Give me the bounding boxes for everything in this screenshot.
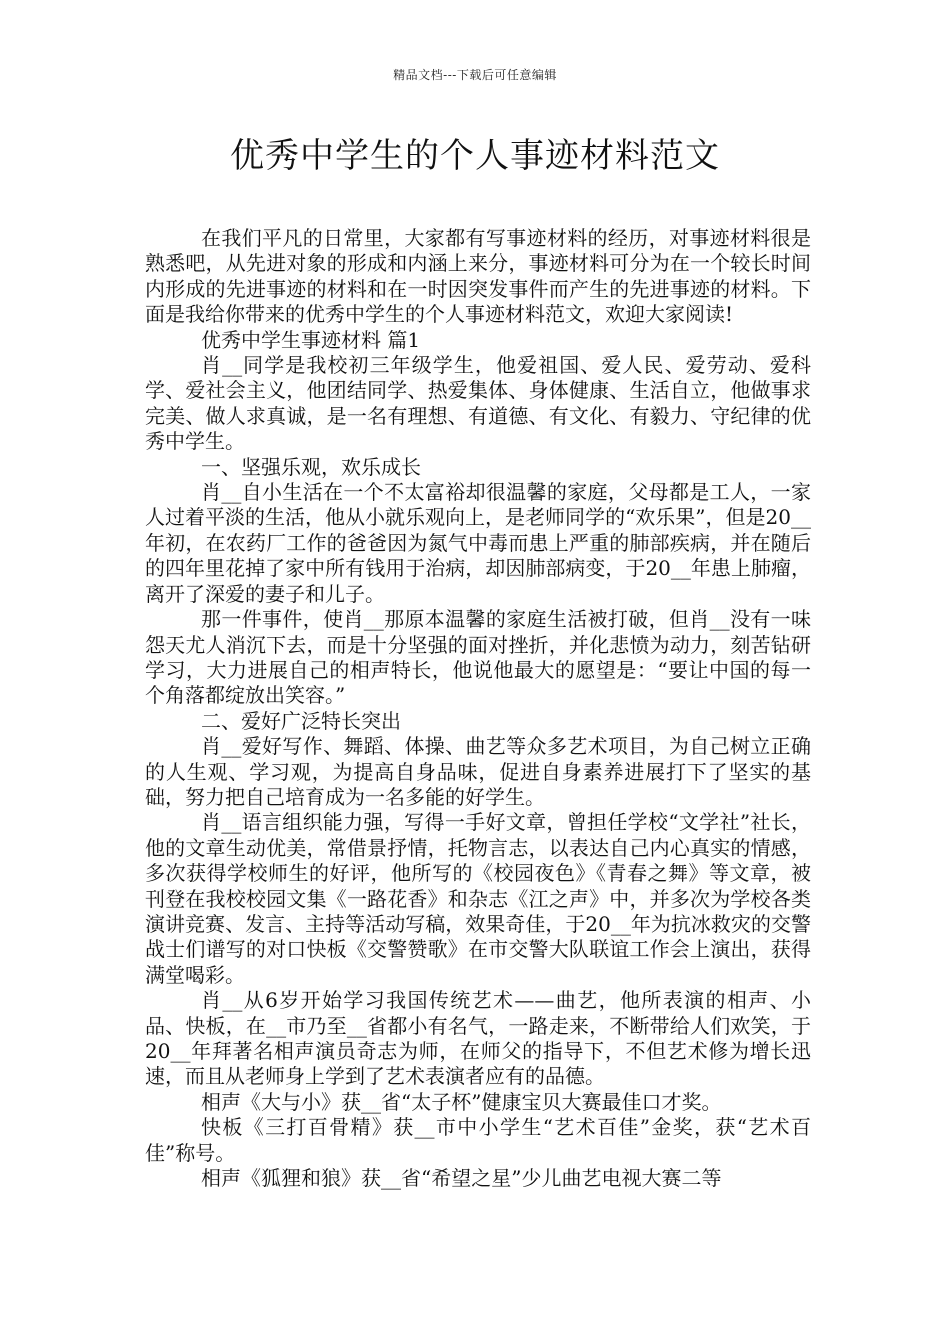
paragraph-intro: 在我们平凡的日常里，大家都有写事迹材料的经历，对事迹材料很是熟悉吧，从先进对象的形成和内涵上来分，事迹材料可分为在一个较长时间内形成的先进事迹的材料和在一时因突发事件而产生的先进事迹的材料。下面是我给你带来的优秀中学生的个人事迹材料范文，欢迎大家阅读! [145, 226, 811, 327]
paragraph-quyi: 肖__从6岁开始学习我国传统艺术——曲艺，他所表演的相声、小品、快板，在__市乃至__省都小有名气，一路走来，不断带给人们欢笑，于20__年拜著名相声演员奇志为师，在师父的指导下，不但艺术修为增长迅速，而且从老师身上学到了艺术表演者应有的品德。 [145, 988, 811, 1089]
paragraph-family: 肖__自小生活在一个不太富裕却很温馨的家庭，父母都是工人，一家人过着平淡的生活，他从小就乐观向上，是老师同学的“欢乐果”，但是20__年初，在农药厂工作的爸爸因为氮气中毒而患上严重的肺部疾病，并在随后的四年里花掉了家中所有钱用于治病，却因肺部病变，于20__年患上肺瘤，离开了深爱的妻子和儿子。 [145, 480, 811, 606]
header-note: 精品文档---下载后可任意编辑 [393, 68, 557, 82]
document-body [145, 226, 811, 1191]
paragraph-resilience: 那一件事件，使肖__那原本温馨的家庭生活被打破，但肖__没有一味怨天尤人消沉下去，而是十分坚强的面对挫折，并化悲愤为动力，刻苦钻研学习，大力进展自己的相声特长，他说他最大的愿望是：“要让中国的每一个角落都绽放出笑容。” [145, 607, 811, 708]
award-item: 相声《大与小》获__省“太子杯”健康宝贝大赛最佳口才奖。 [201, 1089, 722, 1114]
paragraph-writing: 肖__语言组织能力强，写得一手好文章，曾担任学校“文学社”社长，他的文章生动优美，常借景抒情，托物言志，以表达自己内心真实的情感，多次获得学校师生的好评，他所写的《校园夜色》《青春之舞》等文章，被刊登在我校校园文集《一路花香》和杂志《江之声》中，并多次为学校各类演讲竞赛、发言、主持等活动写稿，效果奇佳，于20__年为抗冰救灾的交警战士们谱写的对口快板《交警赞歌》在市交警大队联谊工作会上演出，获得满堂喝彩。 [145, 810, 811, 987]
paragraph-hobbies: 肖__爱好写作、舞蹈、体操、曲艺等众多艺术项目，为自己树立正确的人生观、学习观，为提高自身品味，促进自身素养进展打下了坚实的基础，努力把自己培育成为一名多能的好学生。 [145, 734, 811, 809]
document-title: 优秀中学生的个人事迹材料范文 [230, 136, 720, 176]
award-item: 快板《三打百骨精》获__市中小学生“艺术百佳”金奖，获“艺术百佳”称号。 [145, 1115, 811, 1165]
award-item: 相声《狐狸和狼》获__省“希望之星”少儿曲艺电视大赛二等 [201, 1166, 722, 1191]
section-heading-2: 二、爱好广泛特长突出 [201, 708, 401, 733]
section-heading-1: 一、坚强乐观，欢乐成长 [201, 454, 421, 479]
paragraph-summary: 肖__同学是我校初三年级学生，他爱祖国、爱人民、爱劳动、爱科学、爱社会主义，他团结同学、热爱集体、身体健康、生活自立，他做事求完美、做人求真诚，是一名有理想、有道德、有文化、有毅力、守纪律的优秀中学生。 [145, 353, 811, 454]
section-heading-article-1: 优秀中学生事迹材料 篇1 [201, 327, 421, 352]
